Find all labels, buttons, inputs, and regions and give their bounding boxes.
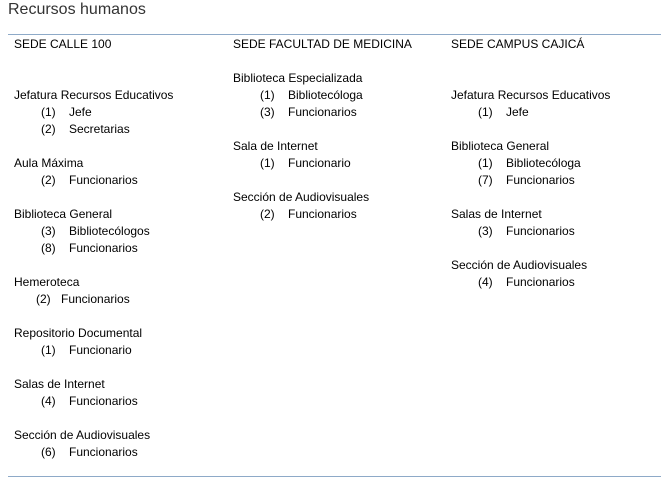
staff-role: Funcionarios <box>506 224 575 238</box>
staff-item <box>451 223 661 240</box>
spacer <box>14 53 229 70</box>
staff-count: (1) <box>41 343 56 357</box>
column-heading: SEDE CAMPUS CAJICÁ <box>451 37 585 51</box>
staff-item <box>451 172 661 189</box>
department-name: Hemeroteca <box>14 275 80 289</box>
staff-count: (1) <box>260 88 275 102</box>
department-group <box>14 87 229 138</box>
staff-role: Bibliotecólogos <box>69 224 150 238</box>
staff-item <box>14 104 229 121</box>
staff-item <box>14 444 229 461</box>
department-group <box>451 138 661 189</box>
staff-item <box>233 87 447 104</box>
staff-item <box>14 121 229 138</box>
staff-role: Funcionario <box>69 343 132 357</box>
department-group <box>14 155 229 189</box>
department-name: Salas de Internet <box>451 207 542 221</box>
page-title: Recursos humanos <box>8 1 146 18</box>
staff-count: (1) <box>260 156 275 170</box>
department-group <box>14 274 229 308</box>
department-name: Biblioteca Especializada <box>233 71 363 85</box>
spacer <box>233 53 447 70</box>
department-group <box>451 257 661 291</box>
department-group <box>14 427 229 461</box>
staff-item <box>14 172 229 189</box>
staff-role: Jefe <box>506 105 529 119</box>
staff-count: (2) <box>36 292 51 306</box>
top-divider <box>8 34 661 35</box>
department-group <box>233 189 447 223</box>
staff-role: Funcionarios <box>69 241 138 255</box>
staff-role: Funcionarios <box>69 173 138 187</box>
staff-role: Bibliotecóloga <box>506 156 581 170</box>
staff-item <box>233 104 447 121</box>
spacer <box>14 70 229 87</box>
staff-count: (2) <box>41 173 56 187</box>
staff-count: (2) <box>41 122 56 136</box>
staff-count: (6) <box>41 445 56 459</box>
column-sede-calle-100 <box>14 36 229 478</box>
staff-role: Jefe <box>69 105 92 119</box>
staff-role: Funcionarios <box>288 105 357 119</box>
staff-role: Funcionarios <box>69 445 138 459</box>
department-group <box>451 87 661 121</box>
staff-role: Bibliotecóloga <box>288 88 363 102</box>
department-group <box>14 325 229 359</box>
column-sede-campus-cajica <box>451 36 661 308</box>
staff-count: (7) <box>478 173 493 187</box>
department-name: Jefatura Recursos Educativos <box>14 88 174 102</box>
staff-item <box>233 155 447 172</box>
department-name: Biblioteca General <box>14 207 113 221</box>
department-name: Biblioteca General <box>451 139 550 153</box>
staff-count: (1) <box>478 156 493 170</box>
department-name: Aula Máxima <box>14 156 84 170</box>
staff-item <box>14 223 229 240</box>
column-heading: SEDE CALLE 100 <box>14 37 112 51</box>
department-name: Repositorio Documental <box>14 326 143 340</box>
staff-role: Funcionarios <box>506 275 575 289</box>
staff-item <box>14 393 229 410</box>
staff-item <box>14 291 229 308</box>
department-group <box>14 376 229 410</box>
department-name: Jefatura Recursos Educativos <box>451 88 611 102</box>
staff-count: (1) <box>478 105 493 119</box>
staff-item <box>451 104 661 121</box>
staff-item <box>14 240 229 257</box>
department-group <box>233 70 447 121</box>
staff-count: (1) <box>41 105 56 119</box>
department-name: Sección de Audiovisuales <box>451 258 588 272</box>
staff-role: Funcionarios <box>69 394 138 408</box>
staff-role: Secretarias <box>69 122 130 136</box>
staff-item <box>451 155 661 172</box>
staff-count: (3) <box>260 105 275 119</box>
staff-count: (4) <box>41 394 56 408</box>
staff-role: Funcionario <box>288 156 351 170</box>
staff-count: (2) <box>260 207 275 221</box>
spacer <box>451 53 661 70</box>
spacer <box>451 70 661 87</box>
department-group <box>451 206 661 240</box>
department-name: Sección de Audiovisuales <box>14 428 151 442</box>
staff-count: (3) <box>41 224 56 238</box>
department-name: Salas de Internet <box>14 377 105 391</box>
staff-role: Funcionarios <box>61 292 130 306</box>
staff-item <box>233 206 447 223</box>
department-name: Sala de Internet <box>233 139 318 153</box>
department-name: Sección de Audiovisuales <box>233 190 370 204</box>
department-group <box>233 138 447 172</box>
staff-item <box>451 274 661 291</box>
staff-count: (4) <box>478 275 493 289</box>
staff-count: (3) <box>478 224 493 238</box>
column-sede-facultad-medicina <box>233 36 447 240</box>
department-group <box>14 206 229 257</box>
staff-count: (8) <box>41 241 56 255</box>
bottom-divider <box>8 476 661 477</box>
column-heading: SEDE FACULTAD DE MEDICINA <box>233 37 412 51</box>
staff-role: Funcionarios <box>506 173 575 187</box>
staff-item <box>14 342 229 359</box>
staff-role: Funcionarios <box>288 207 357 221</box>
